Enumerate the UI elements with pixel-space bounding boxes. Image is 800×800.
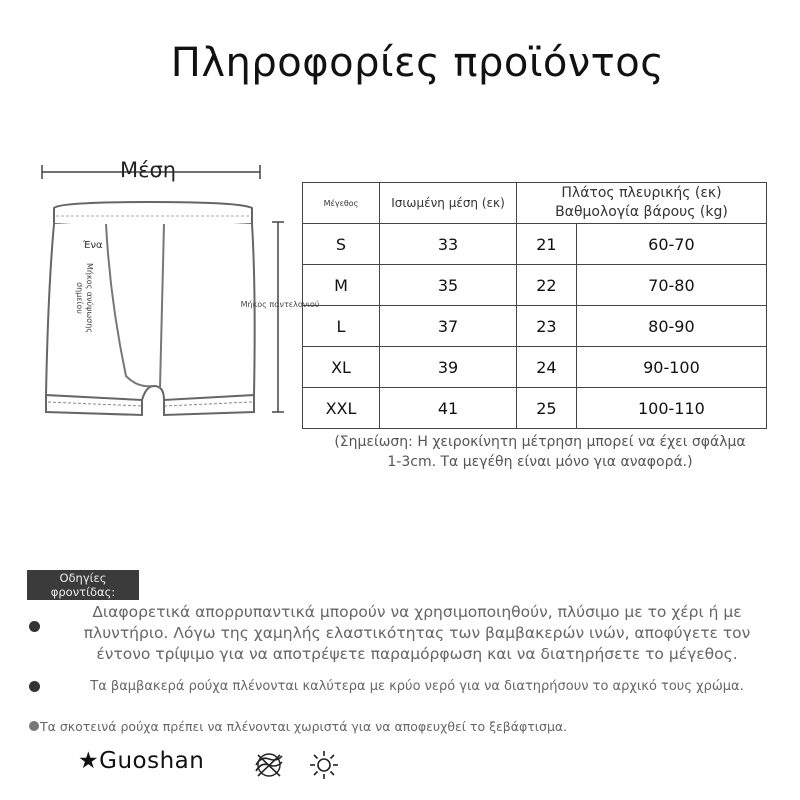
bullet-dot <box>29 681 40 692</box>
table-row <box>303 265 767 306</box>
boxer-shorts-icon <box>30 150 310 440</box>
care-item-2: Τα βαμβακερά ρούχα πλένονται καλύτερα με κρύο νερό για να διατηρήσουν το αρχικό τους χρώμα. <box>90 679 744 694</box>
care-heading-line: Οδηγίες <box>59 571 107 585</box>
cell-size: XXL <box>303 388 380 429</box>
cell-hip: 25 <box>517 388 577 429</box>
care-item-line: έντονο τρίψιμο για να αποτρέψετε παραμόρφωση και να διατηρήσετε το μέγεθος. <box>96 645 738 663</box>
header-waist: Ισιωμένη μέση (εκ) <box>380 183 517 224</box>
table-header-row <box>303 183 767 224</box>
cell-waist: 35 <box>380 265 517 306</box>
note-line: (Σημείωση: Η χειροκίνητη μέτρηση μπορεί να έχει σφάλμα <box>334 434 746 450</box>
header-size: Μέγεθος <box>303 183 380 224</box>
sun-dry-icon <box>309 750 339 780</box>
cell-size: L <box>303 306 380 347</box>
header-hip: Πλάτος πλευρικής (εκ) <box>561 185 722 201</box>
table-row <box>303 347 767 388</box>
cell-weight: 100-110 <box>576 388 766 429</box>
cell-hip: 24 <box>517 347 577 388</box>
table-row <box>303 224 767 265</box>
cell-size: M <box>303 265 380 306</box>
care-item-3: Τα σκοτεινά ρούχα πρέπει να πλένονται χωριστά για να αποφευχθεί το ξεβάφτισμα. <box>40 719 568 734</box>
cell-weight: 60-70 <box>576 224 766 265</box>
rise-label: Μήκος ανύψωσης σημείου <box>75 262 94 333</box>
note-line: 1-3cm. Τα μεγέθη είναι μόνο για αναφορά.) <box>387 454 693 470</box>
cell-waist: 37 <box>380 306 517 347</box>
cell-weight: 80-90 <box>576 306 766 347</box>
care-item-1 <box>52 602 782 665</box>
size-table <box>302 182 767 429</box>
cell-hip: 23 <box>517 306 577 347</box>
cell-size: S <box>303 224 380 265</box>
care-item-line: πλυντήριο. Λόγω της χαμηλής ελαστικότητας των βαμβακερών ινών, αποφύγετε τον <box>83 624 751 642</box>
cell-waist: 33 <box>380 224 517 265</box>
cell-weight: 70-80 <box>576 265 766 306</box>
care-heading <box>27 570 139 600</box>
cell-hip: 22 <box>517 265 577 306</box>
cell-size: XL <box>303 347 380 388</box>
waist-label: Μέση <box>120 158 177 182</box>
measurement-note <box>300 432 780 472</box>
care-heading-line: φροντίδας: <box>50 585 116 599</box>
bullet-dot <box>29 721 39 731</box>
care-item-line: Διαφορετικά απορρυπαντικά μπορούν να χρησιμοποιηθούν, πλύσιμο με το χέρι ή με <box>92 603 742 621</box>
cell-weight: 90-100 <box>576 347 766 388</box>
page-title: Πληροφορίες προϊόντος <box>170 40 665 86</box>
cell-waist: 41 <box>380 388 517 429</box>
header-hip-weight <box>517 183 767 224</box>
bullet-dot <box>29 621 40 632</box>
table-row <box>303 306 767 347</box>
table-row <box>303 388 767 429</box>
brand-name: ★Guoshan <box>78 748 205 774</box>
cell-waist: 39 <box>380 347 517 388</box>
garment-diagram <box>30 150 320 440</box>
do-not-wring-icon <box>252 750 286 780</box>
one-label: Ένα <box>83 240 103 251</box>
cell-hip: 21 <box>517 224 577 265</box>
length-label: Μήκος παντελονιού <box>240 300 320 309</box>
header-weight: Βαθμολογία βάρους (kg) <box>555 204 728 220</box>
